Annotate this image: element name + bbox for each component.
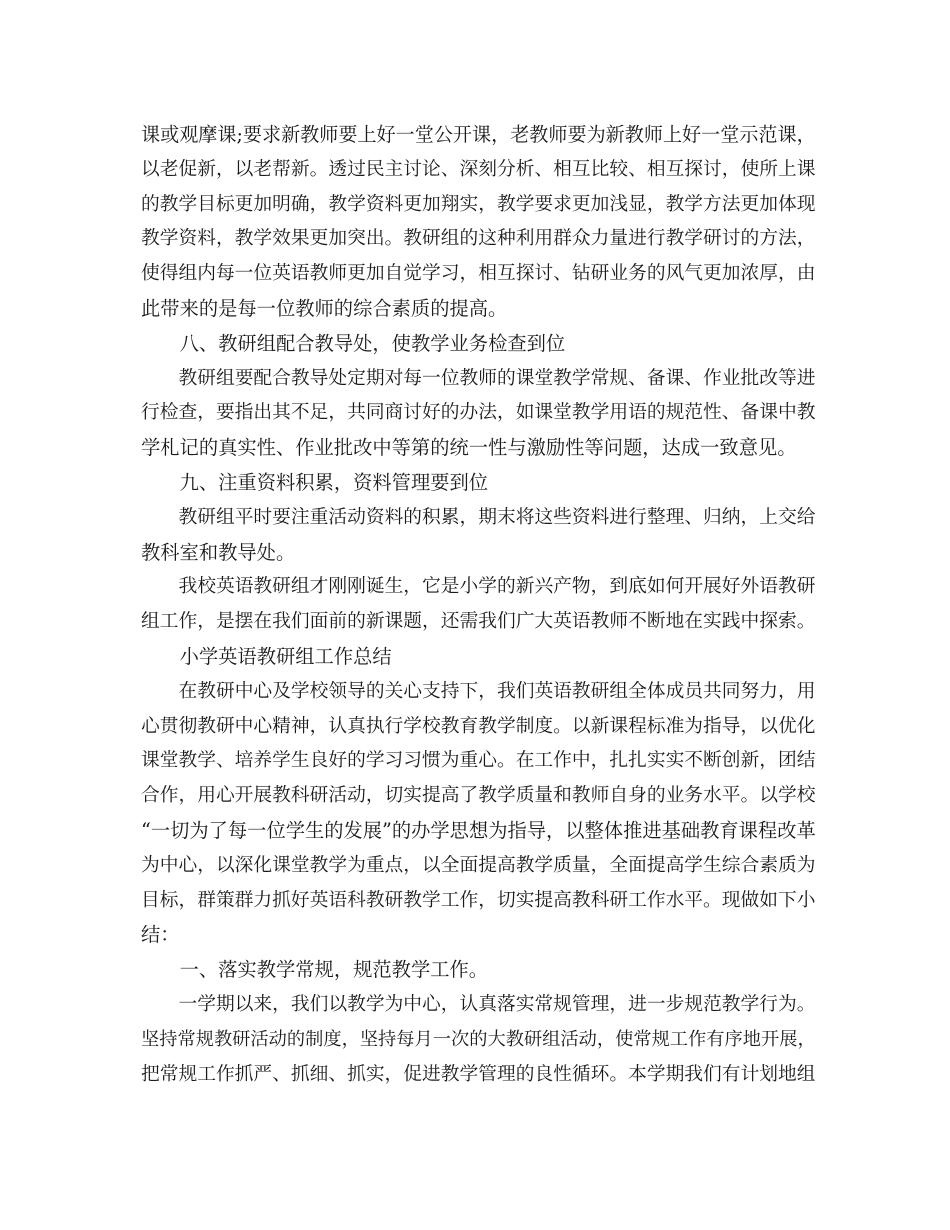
document-body xyxy=(141,118,815,1092)
text-line: 此带来的是每一位教师的综合素质的提高。 xyxy=(141,296,508,320)
text-line: 八、教研组配合教导处，使教学业务检查到位 xyxy=(179,331,566,355)
text-line: 结： xyxy=(141,923,180,947)
paragraph xyxy=(141,327,815,362)
paragraph xyxy=(141,501,815,571)
paragraph xyxy=(141,953,815,988)
text-line: 把常规工作抓严、抓细、抓实，促进教学管理的良性循环。本学期我们有计划地组 xyxy=(141,1063,816,1085)
paragraph xyxy=(141,640,815,675)
text-line: 心贯彻教研中心精神，认真执行学校教育教学制度。以新课程标准为指导，以优化 xyxy=(141,715,816,737)
text-line: 教研组平时要注重活动资料的积累，期末将这些资料进行整理、归纳，上交给 xyxy=(178,506,816,528)
text-line: 以老促新，以老帮新。透过民主讨论、深刻分析、相互比较、相互探讨，使所上课 xyxy=(141,158,816,180)
text-line: 九、注重资料积累，资料管理要到位 xyxy=(179,470,489,494)
text-line: 教科室和教导处。 xyxy=(141,540,296,564)
paragraph xyxy=(141,988,815,1092)
text-line: 教研组要配合教导处定期对每一位教师的课堂教学常规、备课、作业批改等进 xyxy=(178,367,816,389)
text-line: 的教学目标更加明确，教学资料更加翔实，教学要求更加浅显，教学方法更加体现 xyxy=(141,193,816,215)
text-line: 一、落实教学常规，规范教学工作。 xyxy=(179,958,489,982)
text-line: 组工作，是摆在我们面前的新课题，还需我们广大英语教师不断地在实践中探索。 xyxy=(141,611,816,633)
text-line: 学札记的真实性、作业批改中等第的统一性与激励性等问题，达成一致意见。 xyxy=(141,436,797,460)
text-line: 坚持常规教研活动的制度，坚持每月一次的大教研组活动，使常规工作有序地开展， xyxy=(141,1028,816,1050)
text-line: 行检查，要指出其不足，共同商讨好的办法，如课堂教学用语的规范性、备课中教 xyxy=(141,402,816,424)
text-line: 为中心，以深化课堂教学为重点，以全面提高教学质量，全面提高学生综合素质为 xyxy=(141,854,816,876)
text-line: 目标，群策群力抓好英语科教研教学工作，切实提高教科研工作水平。现做如下小 xyxy=(141,889,816,911)
text-line: 课堂教学、培养学生良好的学习习惯为重心。在工作中，扎扎实实不断创新，团结 xyxy=(141,750,816,772)
paragraph xyxy=(141,362,815,466)
text-line: 合作，用心开展教科研活动，切实提高了教学质量和教师自身的业务水平。以学校 xyxy=(141,785,816,807)
text-line: 我校英语教研组才刚刚诞生，它是小学的新兴产物，到底如何开展好外语教研 xyxy=(178,576,816,598)
text-line: 小学英语教研组工作总结 xyxy=(179,644,392,668)
text-line: “一切为了每一位学生的发展”的办学思想为指导，以整体推进基础教育课程改革 xyxy=(141,818,816,842)
text-line: 在教研中心及学校领导的关心支持下，我们英语教研组全体成员共同努力，用 xyxy=(178,680,816,702)
text-line: 一学期以来，我们以教学为中心，认真落实常规管理，进一步规范教学行为。 xyxy=(178,993,816,1015)
paragraph xyxy=(141,118,815,327)
paragraph xyxy=(141,466,815,501)
paragraph xyxy=(141,675,815,953)
text-line: 教学资料，教学效果更加突出。教研组的这种利用群众力量进行教学研讨的方法， xyxy=(141,228,816,250)
text-line: 课或观摩课;要求新教师要上好一堂公开课，老教师要为新教师上好一堂示范课， xyxy=(141,123,816,146)
paragraph xyxy=(141,570,815,640)
text-line: 使得组内每一位英语教师更加自觉学习，相互探讨、钻研业务的风气更加浓厚，由 xyxy=(141,263,816,285)
